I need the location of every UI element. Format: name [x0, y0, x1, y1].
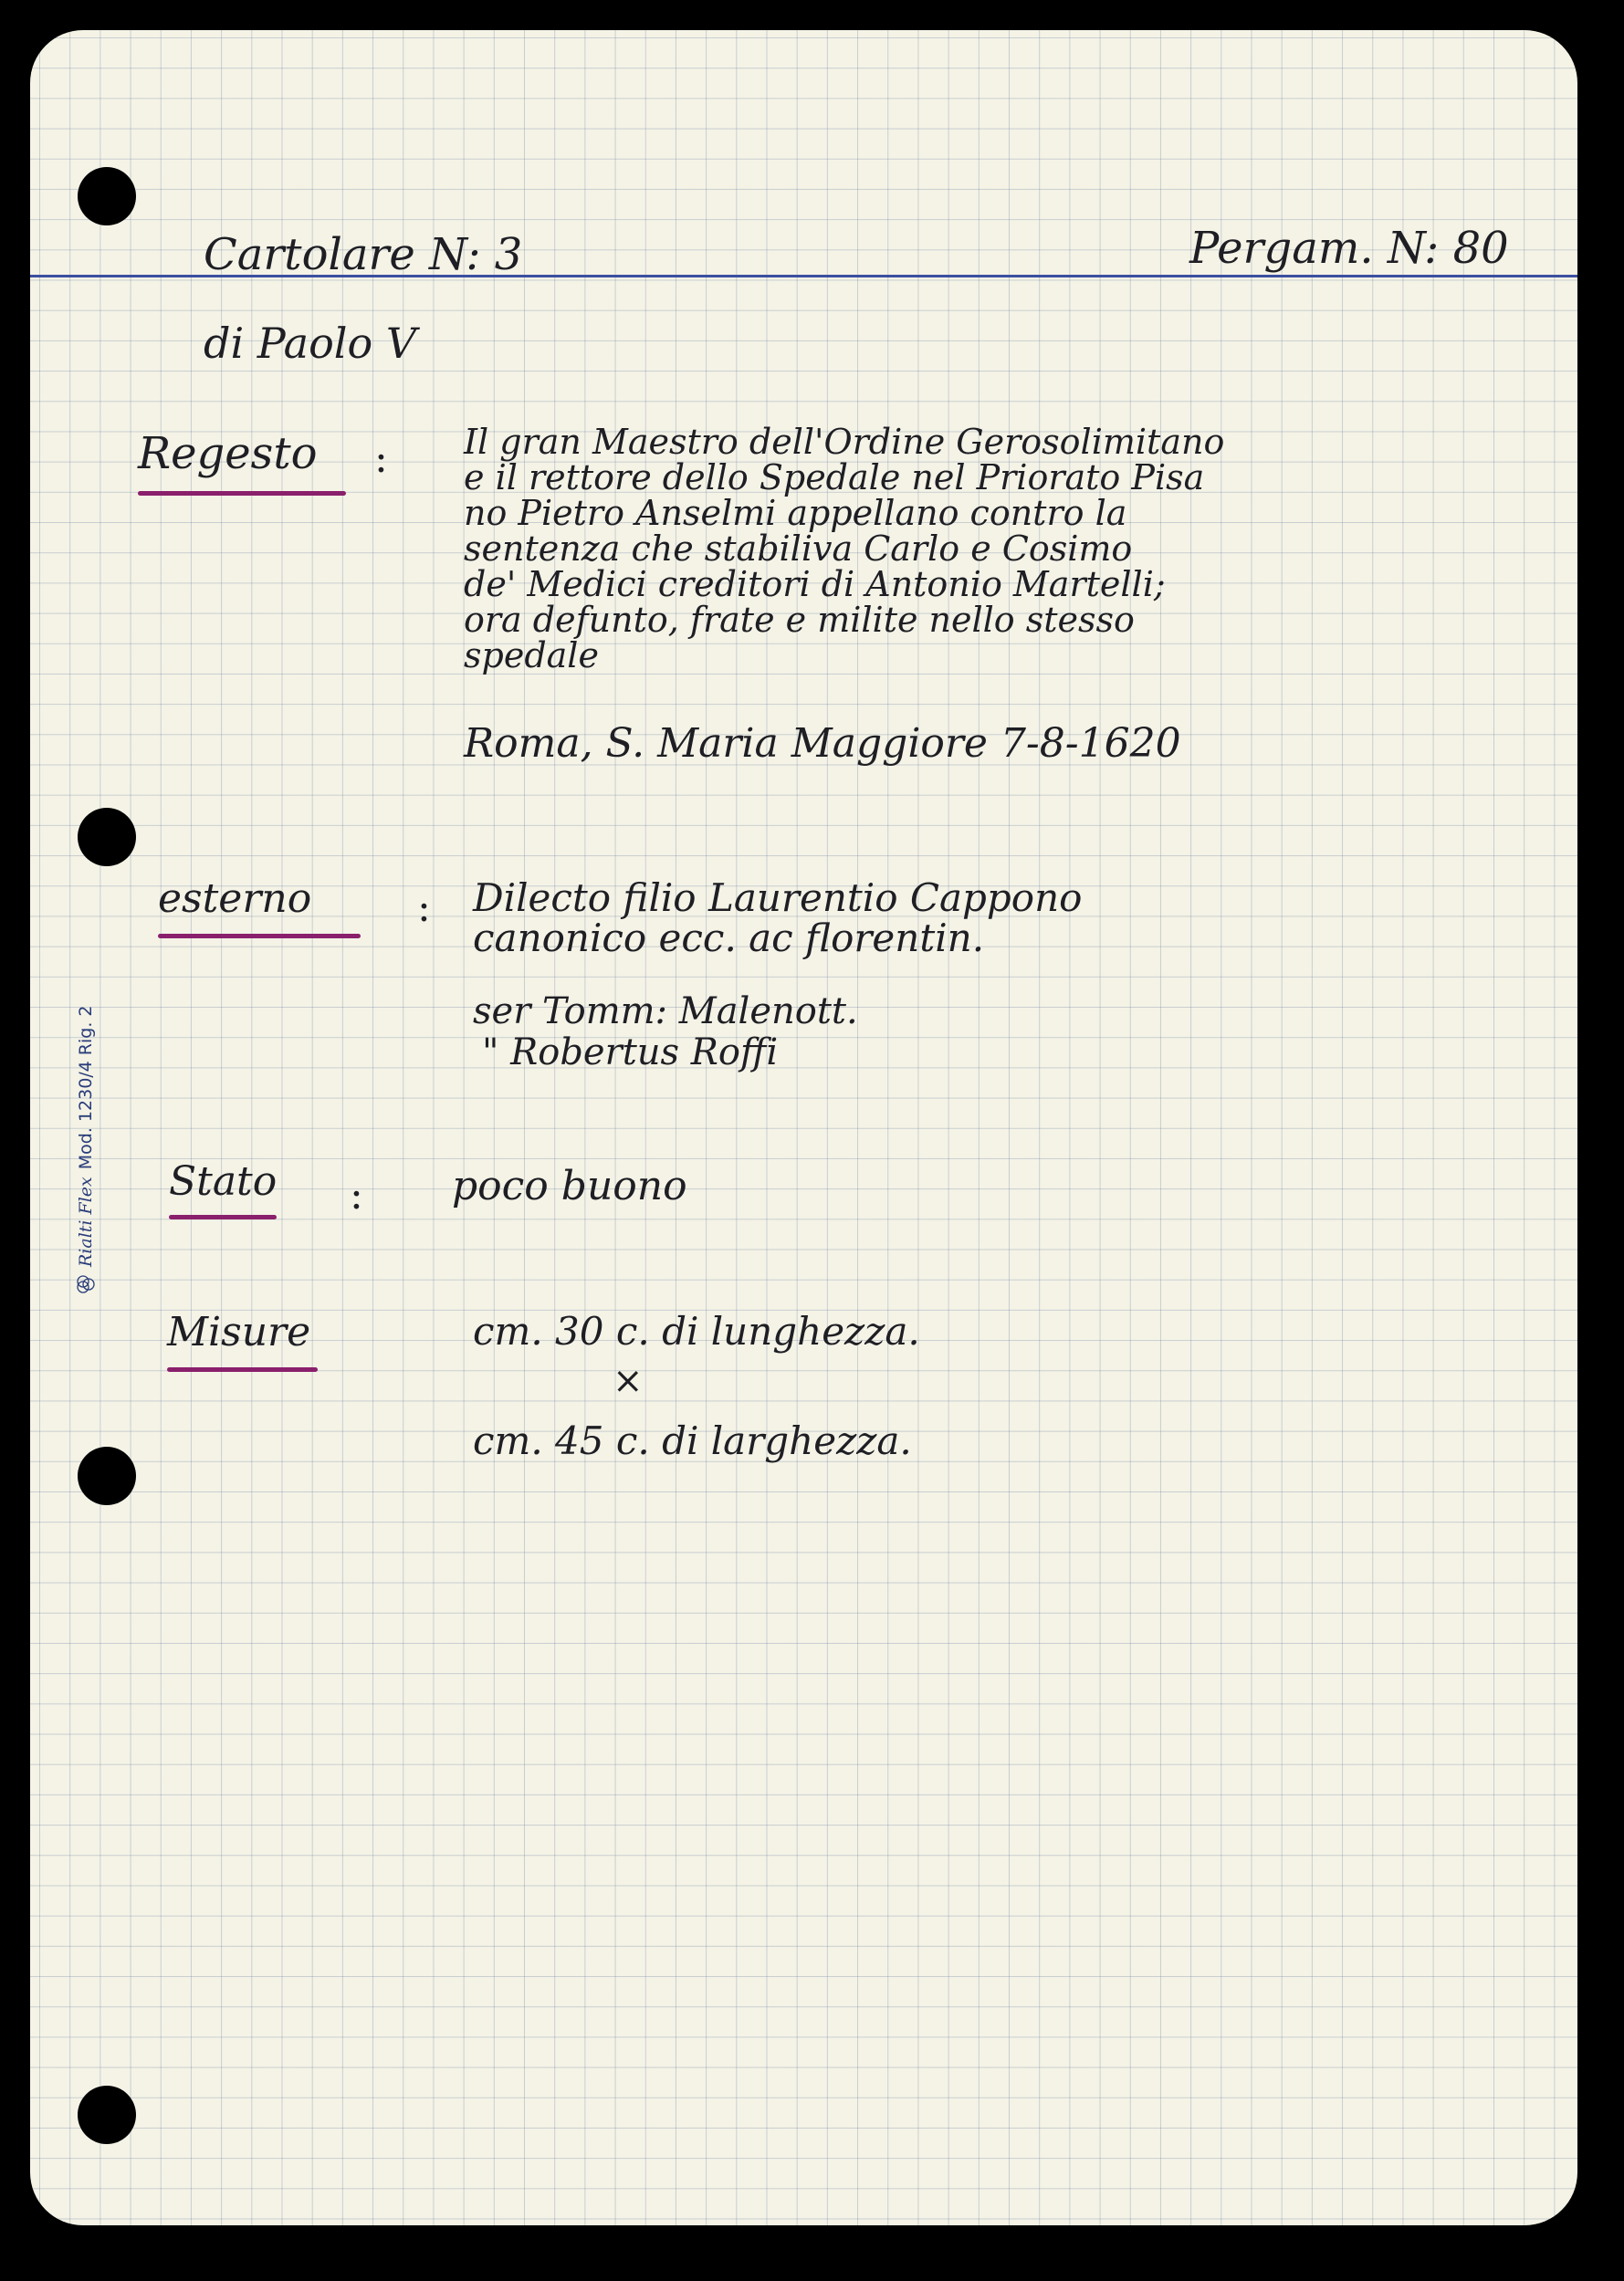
punch-hole — [78, 1447, 136, 1505]
misure-width: cm. 45 c. di larghezza. — [473, 1418, 912, 1463]
misure-underline — [167, 1367, 318, 1372]
regesto-line: e il rettore dello Spedale nel Priorato Pisa — [464, 457, 1205, 497]
esterno-label: esterno — [158, 875, 312, 922]
punch-hole — [78, 2086, 136, 2144]
stato-underline — [169, 1215, 277, 1219]
regesto-line: Il gran Maestro dell'Ordine Gerosolimitano — [464, 422, 1225, 462]
pergamena-number: Pergam. N: 80 — [1189, 223, 1509, 274]
cartolare-number: Cartolare N: 3 — [204, 229, 523, 280]
printer-imprint — [76, 1005, 96, 1294]
misure-label: Misure — [167, 1309, 311, 1355]
pope-subtitle: di Paolo V — [204, 319, 417, 368]
esterno-underline — [158, 934, 361, 938]
misure-length: cm. 30 c. di lunghezza. — [473, 1309, 920, 1354]
punch-hole — [78, 167, 136, 225]
stato-colon: : — [350, 1172, 363, 1219]
esterno-colon: : — [417, 884, 431, 931]
regesto-colon: : — [374, 435, 388, 482]
regesto-line: de' Medici creditori di Antonio Martelli; — [464, 564, 1166, 604]
regesto-label: Regesto — [138, 428, 318, 479]
regesto-underline — [138, 491, 346, 496]
printer-logo-icon — [76, 1274, 96, 1294]
misure-times-sign: × — [613, 1360, 644, 1402]
esterno-line: Dilecto filio Laurentio Cappono — [473, 875, 1083, 920]
index-card — [30, 30, 1577, 2225]
esterno-signature: " Robertus Roffi — [482, 1031, 779, 1073]
printer-brand: Rialti Flex — [76, 1177, 96, 1267]
regesto-line: spedale — [464, 635, 599, 675]
regesto-place-date: Roma, S. Maria Maggiore 7-8-1620 — [464, 720, 1181, 767]
regesto-line: sentenza che stabiliva Carlo e Cosimo — [464, 528, 1133, 569]
printer-model: Mod. 1230/4 Rig. 2 — [76, 1005, 96, 1170]
esterno-signature: ser Tomm: Malenott. — [473, 990, 858, 1032]
regesto-line: ora defunto, frate e milite nello stesso — [464, 600, 1135, 640]
punch-hole — [78, 808, 136, 866]
stato-value: poco buono — [452, 1163, 687, 1209]
stato-label: Stato — [169, 1158, 278, 1205]
esterno-line: canonico ecc. ac florentin. — [473, 916, 985, 960]
regesto-line: no Pietro Anselmi appellano contro la — [464, 493, 1127, 533]
